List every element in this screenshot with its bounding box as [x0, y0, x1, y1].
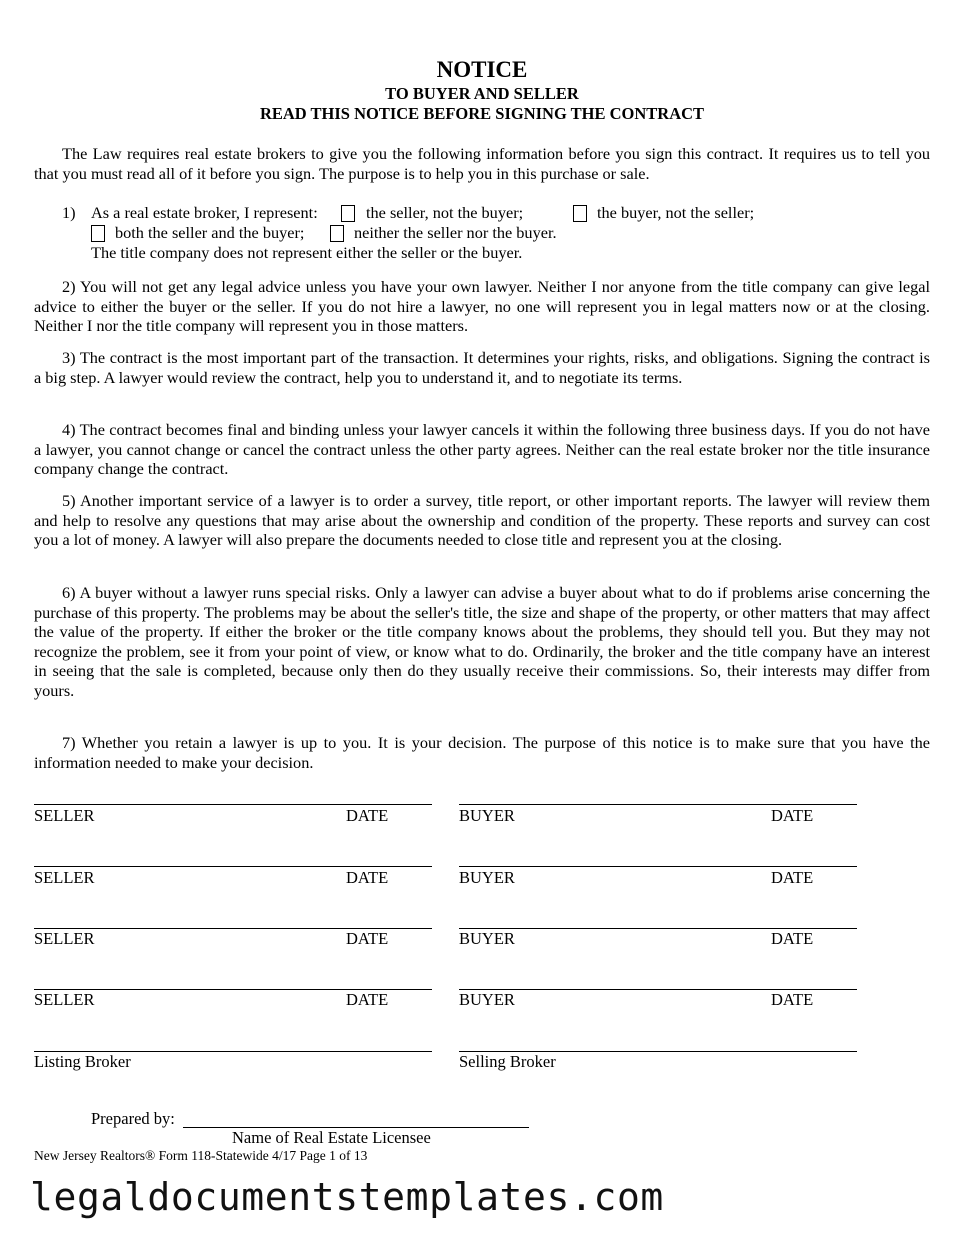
- option-both: both the seller and the buyer;: [115, 223, 305, 242]
- seller-label: SELLER: [34, 806, 95, 825]
- title-company-note: The title company does not represent either the seller or the buyer.: [91, 243, 523, 262]
- item1-number: 1): [62, 203, 76, 222]
- seller-date-label: DATE: [346, 929, 389, 948]
- licensee-name-caption: Name of Real Estate Licensee: [232, 1128, 431, 1147]
- checkbox-buyer-not-seller[interactable]: [573, 205, 587, 222]
- option-seller-not-buyer: the seller, not the buyer;: [366, 203, 524, 222]
- paragraph-5: 5) Another important service of a lawyer is to order a survey, title report, or other important reports. The lawyer will review them and help to resolve any questions that may arise about the ownership and condition of the property. These reports and survey can cost you a lot of money. A lawyer will also prepare the documents needed to close title and represent you at the closing.: [34, 491, 930, 550]
- paragraph-6: 6) A buyer without a lawyer runs special risks. Only a lawyer can advise a buyer about what to do if problems arise concerning the purchase of this property. The problems may be about the seller's title, the size and shape of the property, or other matters that may affect the value of the property. If either the broker or the title company knows about the problems, they should tell you. But they may not recognize the problem, see it from your point of view, or know what to do. Ordinarily, the broker and the title company have an interest in seeing that the sale is completed, because only then do they usually receive their commissions. So, their interests may differ from yours.: [34, 583, 930, 700]
- seller-label: SELLER: [34, 929, 95, 948]
- buyer-label: BUYER: [459, 868, 515, 887]
- buyer-date-label: DATE: [771, 868, 814, 887]
- listing-broker-label: Listing Broker: [34, 1052, 131, 1071]
- seller-signature-line[interactable]: [34, 866, 432, 867]
- page-title: NOTICE: [436, 57, 528, 82]
- checkbox-both[interactable]: [91, 225, 105, 242]
- checkbox-seller-not-buyer[interactable]: [341, 205, 355, 222]
- option-neither: neither the seller nor the buyer.: [354, 223, 557, 242]
- watermark-text: legaldocumentstemplates.com: [30, 1175, 664, 1219]
- seller-date-label: DATE: [346, 990, 389, 1009]
- buyer-date-label: DATE: [771, 806, 814, 825]
- seller-label: SELLER: [34, 868, 95, 887]
- buyer-date-label: DATE: [771, 929, 814, 948]
- checkbox-neither[interactable]: [330, 225, 344, 242]
- paragraph-4: 4) The contract becomes final and binding unless your lawyer cancels it within the following three business days. If you do not have a lawyer, you cannot change or cancel the contract unless the other party agrees. Neither can the real estate broker nor the title insurance company change the contract.: [34, 420, 930, 479]
- paragraph-2: 2) You will not get any legal advice unless you have your own lawyer. Neither I nor anyone from the title company can give legal advice to either the buyer or the seller. If you do not hire a lawyer, no one will represent you in legal matters now or at the closing. Neither I nor the title company will represent you in those matters.: [34, 277, 930, 336]
- buyer-label: BUYER: [459, 929, 515, 948]
- form-footer: New Jersey Realtors® Form 118-Statewide 4/17 Page 1 of 13: [34, 1148, 368, 1163]
- buyer-label: BUYER: [459, 990, 515, 1009]
- seller-date-label: DATE: [346, 806, 389, 825]
- buyer-signature-line[interactable]: [459, 866, 857, 867]
- buyer-signature-line[interactable]: [459, 804, 857, 805]
- option-buyer-not-seller: the buyer, not the seller;: [597, 203, 755, 222]
- page-subtitle: TO BUYER AND SELLER: [385, 84, 579, 103]
- seller-date-label: DATE: [346, 868, 389, 887]
- item1-lead: As a real estate broker, I represent:: [91, 203, 318, 222]
- paragraph-7: 7) Whether you retain a lawyer is up to you. It is your decision. The purpose of this notice is to make sure that you have the information needed to make your decision.: [34, 733, 930, 772]
- selling-broker-label: Selling Broker: [459, 1052, 556, 1071]
- page-subtitle-2: READ THIS NOTICE BEFORE SIGNING THE CONTRACT: [259, 104, 705, 123]
- buyer-label: BUYER: [459, 806, 515, 825]
- paragraph-3: 3) The contract is the most important part of the transaction. It determines your rights, risks, and obligations. Signing the contract is a big step. A lawyer would review the contract, help you to understand it, and to negotiate its terms.: [34, 348, 930, 387]
- seller-label: SELLER: [34, 990, 95, 1009]
- prepared-by-label: Prepared by:: [91, 1109, 175, 1128]
- buyer-date-label: DATE: [771, 990, 814, 1009]
- seller-signature-line[interactable]: [34, 804, 432, 805]
- intro-paragraph: The Law requires real estate brokers to give you the following information before you sign this contract. It requires us to tell you that you must read all of it before you sign. The purpose is to help you in this purchase or sale.: [34, 144, 930, 183]
